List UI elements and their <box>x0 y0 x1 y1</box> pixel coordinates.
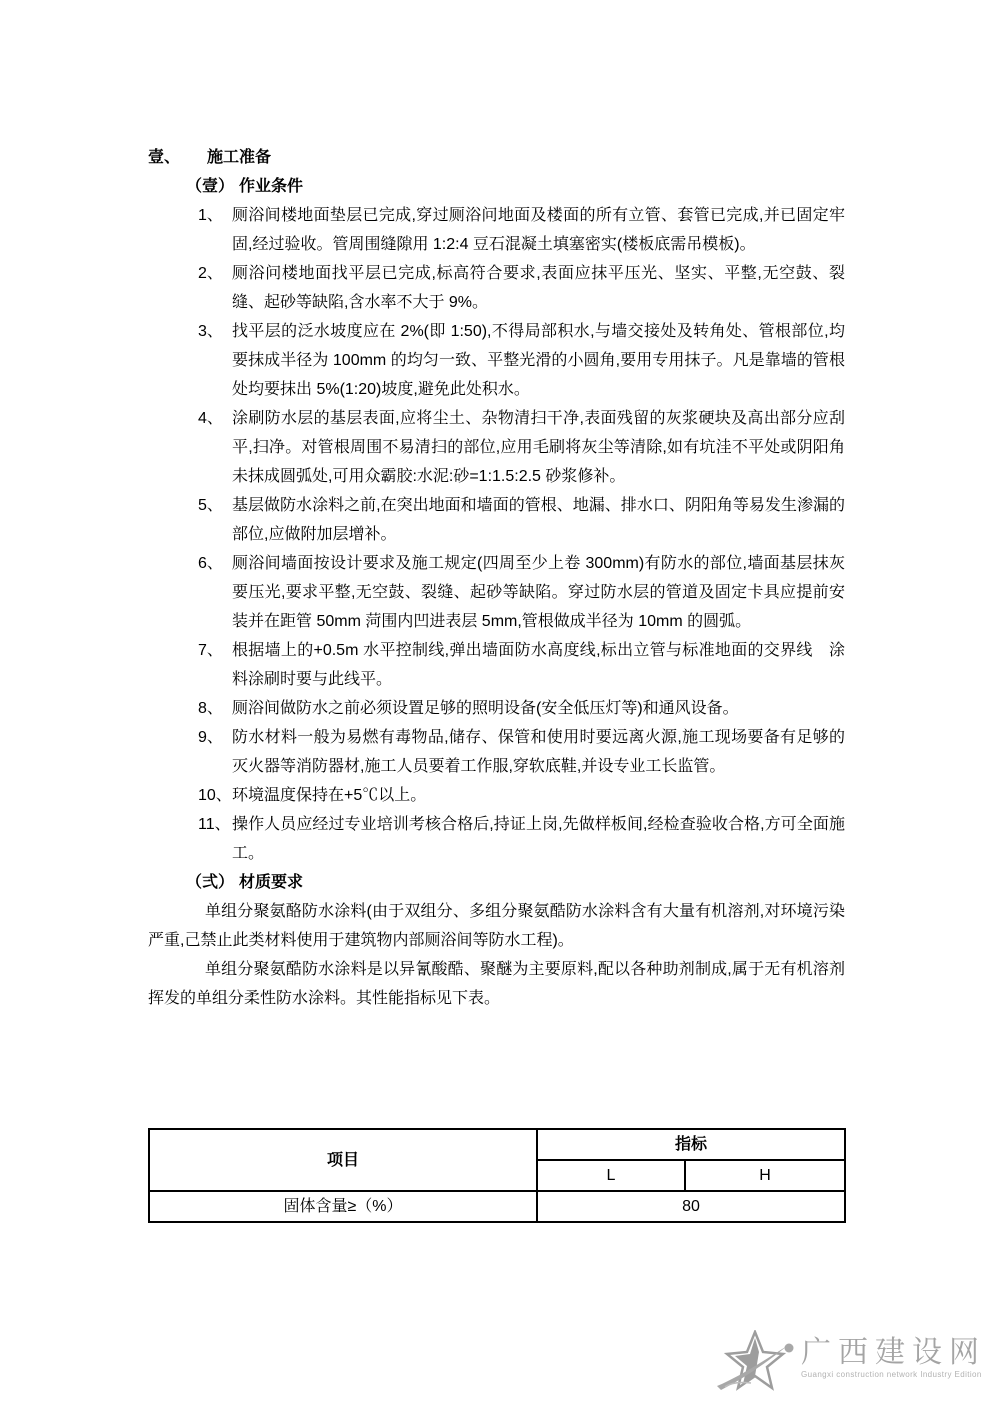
watermark-logo <box>713 1328 986 1399</box>
list-item-text: 防水材料一般为易燃有毒物品,储存、保管和使用时要远离火源,施工现场要备有足够的灭火器等消防器材,施工人员要着工作服,穿软底鞋,并设专业工长监管。 <box>232 729 845 775</box>
section-heading-1 <box>148 172 845 201</box>
table-header-item: 项目 <box>149 1129 537 1191</box>
list-item <box>148 201 845 259</box>
list-item <box>148 781 845 810</box>
star-logo-icon <box>713 1330 801 1399</box>
list-item-number: 9、 <box>198 729 223 746</box>
section-2-label: （弍） <box>186 874 235 891</box>
list-item-text: 根据墙上的+0.5m 水平控制线,弹出墙面防水高度线,标出立管与标准地面的交界线 涂料涂刷时要与此线平。 <box>232 642 845 688</box>
list-item-text: 涂刷防水层的基层表面,应将尘土、杂物清扫干净,表面残留的灰浆硬块及高出部分应刮平,扫净。对管根周围不易清扫的部位,应用毛刷将灰尘等清除,如有坑洼不平处或阴阳角未抹成圆弧处,可用众霸胶:水泥:砂=1:1.5:2.5 砂浆修补。 <box>232 410 845 485</box>
list-item <box>148 723 845 781</box>
table-header-index: 指标 <box>537 1129 845 1160</box>
chapter-heading <box>148 143 845 172</box>
table-header-row <box>149 1129 845 1160</box>
list-item-text: 厕浴问楼地面找平层已完成,标高符合要求,表面应抹平压光、坚实、平整,无空鼓、裂缝、起砂等缺陷,含水率不大于 9%。 <box>232 265 845 311</box>
paragraph: 单组分聚氨酪防水涂料(由于双组分、多组分聚氨酷防水涂料含有大量有机溶剂,对环境污染严重,己禁止此类材料使用于建筑物内部厕浴间等防水工程)。 <box>148 903 845 949</box>
performance-index-table <box>148 1128 846 1223</box>
section-heading-2 <box>148 868 845 897</box>
table-cell-value: 80 <box>537 1191 845 1222</box>
list-item <box>148 636 845 694</box>
chapter-number: 壹、 <box>148 149 181 166</box>
list-item-number: 6、 <box>198 555 223 572</box>
list-item-text: 厕浴间楼地面垫层已完成,穿过厕浴问地面及楼面的所有立管、套管已完成,并已固定牢固,经过验收。管周围缝隙用 1:2:4 豆石混凝土填塞密实(楼板底需吊模板)。 <box>232 207 845 253</box>
document-body <box>148 143 845 1223</box>
logo-text-block <box>801 1328 986 1380</box>
list-item <box>148 317 845 404</box>
list-item-number: 7、 <box>198 642 223 659</box>
list-item-number: 2、 <box>198 265 223 282</box>
list-item <box>148 259 845 317</box>
table-header-h: H <box>685 1160 845 1191</box>
table-cell-item: 固体含量≥（%） <box>149 1191 537 1222</box>
section-2-title: 材质要求 <box>239 874 304 891</box>
section-1-label: （壹） <box>186 178 235 195</box>
section-1-title: 作业条件 <box>239 178 304 195</box>
list-item-text: 环境温度保持在+5℃以上。 <box>232 787 427 804</box>
list-item <box>148 404 845 491</box>
list-item-text: 找平层的泛水坡度应在 2%(即 1:50),不得局部积水,与墙交接处及转角处、管根部位,均要抹成半径为 100mm 的均匀一致、平整光滑的小圆角,要用专用抹子。凡是靠墙的管根处均要抹出 5%(1:20)坡度,避免此处积水。 <box>232 323 845 398</box>
list-item <box>148 549 845 636</box>
list-item-number: 3、 <box>198 323 223 340</box>
list-item-number: 5、 <box>198 497 223 514</box>
table-header-l: L <box>537 1160 685 1191</box>
list-item-number: 10、 <box>198 787 232 804</box>
list-item-number: 11、 <box>198 816 231 833</box>
list-item-text: 操作人员应经过专业培训考核合格后,持证上岗,先做样板间,经检查验收合格,方可全面施工。 <box>232 816 845 862</box>
list-item-number: 1、 <box>198 207 223 224</box>
list-item-number: 4、 <box>198 410 223 427</box>
chapter-title: 施工准备 <box>207 149 272 166</box>
list-item-text: 厕浴间墙面按设计要求及施工规定(四周至少上卷 300mm)有防水的部位,墙面基层抹灰要压光,要求平整,无空鼓、裂缝、起砂等缺陷。穿过防水层的管道及固定卡具应提前安装并在距管 50mm 菏围内凹进表层 5mm,管根做成半径为 10mm 的圆弧。 <box>232 555 845 630</box>
paragraph: 单组分聚氨酷防水涂料是以异氰酸酷、聚醚为主要原料,配以各种助剂制成,属于无有机溶剂挥发的单组分柔性防水涂料。其性能指标见下表。 <box>148 961 845 1007</box>
list-item <box>148 694 845 723</box>
list-item <box>148 491 845 549</box>
logo-caption-text: Guangxi construction network Industry Edition <box>801 1370 982 1379</box>
list-item <box>148 810 845 868</box>
logo-brand-text: 广西建设网 <box>801 1336 986 1369</box>
table-row <box>149 1191 845 1222</box>
list-item-number: 8、 <box>198 700 223 717</box>
list-item-text: 厕浴间做防水之前必须设置足够的照明设备(安全低压灯等)和通风设备。 <box>232 700 739 717</box>
list-item-text: 基层做防水涂料之前,在突出地面和墙面的管根、地漏、排水口、阴阳角等易发生渗漏的部位,应做附加层增补。 <box>232 497 845 543</box>
